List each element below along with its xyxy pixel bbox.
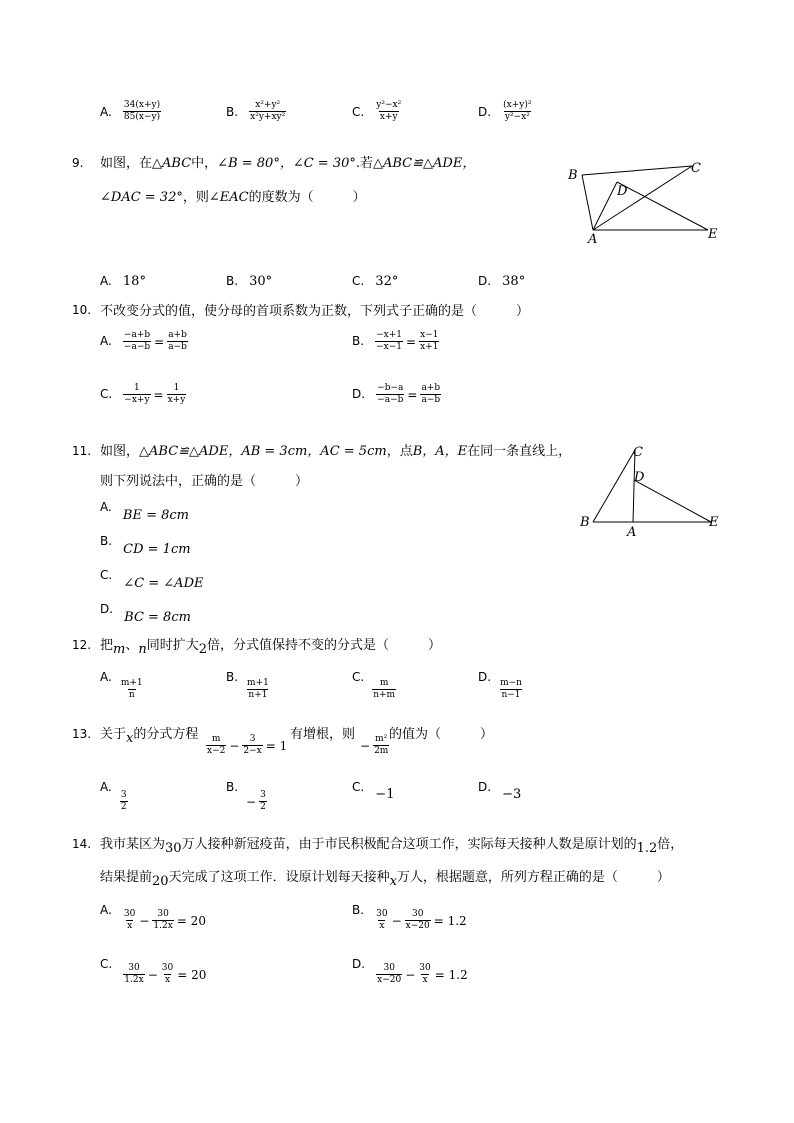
stem-text: 、 xyxy=(125,638,139,653)
q9-option-d xyxy=(478,270,525,289)
denominator: y²−x² xyxy=(504,112,530,122)
math-text: m xyxy=(113,642,126,657)
question-number: 14. xyxy=(72,837,92,851)
denominator: −x−1 xyxy=(376,342,403,352)
point-label-e: E xyxy=(709,515,719,530)
q14-stem-line2 xyxy=(100,866,670,889)
numerator: 30 xyxy=(123,909,136,919)
denominator: x xyxy=(164,975,171,985)
option-label: A. xyxy=(100,500,112,514)
option-label: D. xyxy=(100,602,114,616)
q10-option-d xyxy=(352,383,441,406)
equation-rhs: = 1 xyxy=(265,738,288,753)
numerator: 30 xyxy=(128,963,140,973)
operator: − xyxy=(360,738,371,753)
numerator: x−1 xyxy=(420,330,439,340)
numerator: 1 xyxy=(173,383,180,393)
numerator: 30 xyxy=(376,909,388,919)
math-text: △ABC≌△ADE，AB = 3cm，AC = 5cm xyxy=(139,444,387,459)
q11-figure xyxy=(575,440,725,540)
equation: $\frac{-x+1}{-x-1}$ = $\frac{x-1}{x+1}$ xyxy=(376,330,439,352)
q14-option-d xyxy=(352,957,468,986)
numerator: 30 xyxy=(161,963,174,973)
q10-option-a xyxy=(100,330,188,353)
numerator: −b−a xyxy=(377,383,404,393)
math-text: ∠B = 80°，∠C = 30° xyxy=(217,156,356,171)
fraction xyxy=(372,678,396,701)
equation: $\frac{-b-a}{-a-b}$ = $\frac{a+b}{a-b}$ xyxy=(377,383,441,405)
point-label-e: E xyxy=(708,227,718,242)
q14-stem-line1 xyxy=(100,833,684,856)
stem-text: 如图， xyxy=(100,444,140,459)
option-value: BE = 8cm xyxy=(122,508,189,523)
fraction xyxy=(502,100,532,123)
denominator: x−2 xyxy=(207,746,226,756)
stem-text: ，点 xyxy=(386,444,413,459)
option-label: B. xyxy=(226,780,239,794)
point-label-b: B xyxy=(580,515,590,530)
q8-option-a xyxy=(100,100,161,123)
q12-stem xyxy=(100,634,442,657)
q9-option-a xyxy=(100,270,146,289)
option-label: B. xyxy=(226,274,239,288)
q13-option-c xyxy=(352,780,395,802)
numerator: m xyxy=(379,678,389,688)
stem-text: 倍，分式值保持不变的分式是（ ） xyxy=(207,638,442,653)
q13-option-d xyxy=(478,780,522,802)
denominator: 2−x xyxy=(243,746,262,756)
option-label: B. xyxy=(226,670,239,684)
point-label-c: C xyxy=(633,445,643,460)
question-number: 12. xyxy=(72,638,92,652)
numerator: 3 xyxy=(120,790,127,800)
denominator: 2 xyxy=(260,802,266,812)
equation-rhs: = 1.2 xyxy=(434,967,468,982)
option-value: −1 xyxy=(375,787,395,802)
option-label: A. xyxy=(100,780,112,794)
option-label: D. xyxy=(478,670,492,684)
q13-expression xyxy=(360,734,389,757)
stem-text: 如图，在 xyxy=(100,156,153,171)
denominator: 1.2x xyxy=(124,975,144,985)
option-label: D. xyxy=(478,780,492,794)
option-label: C. xyxy=(352,670,365,684)
option-label: C. xyxy=(352,274,365,288)
stem-text: 不改变分式的值，使分母的首项系数为正数，下列式子正确的是（ ） xyxy=(100,304,530,319)
fraction xyxy=(249,100,286,123)
option-value: 30° xyxy=(249,274,273,289)
stem-text: 万人，根据题意，所列方程正确的是（ ） xyxy=(396,870,670,885)
q14-option-b xyxy=(352,903,467,932)
denominator: x+y xyxy=(167,395,186,405)
numerator: (x+y)² xyxy=(503,100,532,110)
fraction xyxy=(246,678,270,701)
option-label: B. xyxy=(100,534,113,548)
q13-stem xyxy=(100,723,199,746)
q12-option-a xyxy=(100,670,144,701)
option-label: B. xyxy=(352,903,365,917)
segment-ac xyxy=(593,166,692,230)
fraction xyxy=(499,678,523,701)
numerator: 3 xyxy=(249,734,256,744)
q14-option-a xyxy=(100,903,206,932)
option-label: C. xyxy=(100,957,113,971)
numerator: 34(x+y) xyxy=(123,100,161,110)
denominator: n xyxy=(128,690,135,700)
equation: $\frac{30}{x-20}$ − $\frac{30}{x}$ = 1.2 xyxy=(377,963,468,985)
question-number: 10. xyxy=(72,303,92,317)
q11-option-d xyxy=(100,602,191,625)
numerator: m xyxy=(211,734,221,744)
point-label-a: A xyxy=(588,232,598,247)
option-label: D. xyxy=(478,274,492,288)
q8-option-c xyxy=(352,100,402,123)
math-text: △ABC xyxy=(152,156,192,171)
q12-option-b xyxy=(226,670,270,701)
q13-equation xyxy=(206,734,287,757)
equation-rhs: = 1.2 xyxy=(433,913,467,928)
fraction xyxy=(120,678,144,701)
option-label: A. xyxy=(100,105,112,119)
option-label: C. xyxy=(100,387,113,401)
denominator: x xyxy=(379,921,385,931)
denominator: −x+y xyxy=(124,395,150,405)
numerator: a+b xyxy=(168,330,187,340)
math-text: 20 xyxy=(152,874,169,889)
equation-rhs: = 20 xyxy=(177,967,207,982)
numerator: 30 xyxy=(419,963,431,973)
operator: − xyxy=(246,794,257,809)
stem-text: 中， xyxy=(191,156,218,171)
option-label: C. xyxy=(352,780,365,794)
fraction xyxy=(123,100,161,123)
q9-stem-line2 xyxy=(100,186,366,205)
math-text: ∠EAC xyxy=(208,190,249,205)
option-label: C. xyxy=(100,568,113,582)
q11-option-c xyxy=(100,568,204,591)
math-text: ∠DAC = 32° xyxy=(100,190,183,205)
option-label: B. xyxy=(352,334,365,348)
q13-option-a xyxy=(100,780,128,813)
denominator: 2 xyxy=(120,802,127,812)
operator: − xyxy=(229,738,240,753)
denominator: x+1 xyxy=(420,342,439,352)
denominator: x−20 xyxy=(377,975,402,985)
option-label: A. xyxy=(100,903,112,917)
equation: $\frac{1}{-x+y}$ = $\frac{1}{x+y}$ xyxy=(124,383,186,405)
equation-rhs: = 20 xyxy=(176,913,206,928)
q9-option-c xyxy=(352,270,398,289)
math-text: 2 xyxy=(198,642,208,657)
option-value: 32° xyxy=(375,274,399,289)
math-text: 30 xyxy=(165,841,182,856)
stem-text: 结果提前 xyxy=(100,870,153,885)
stem-text: 把 xyxy=(100,638,114,653)
stem-text: 关于 xyxy=(100,727,127,742)
equation: $\frac{30}{x}$ − $\frac{30}{1.2x}$ = 20 xyxy=(123,909,206,931)
option-value: BC = 8cm xyxy=(124,610,191,625)
equation: $\frac{30}{1.2x}$ − $\frac{30}{x}$ = 20 xyxy=(124,963,207,985)
equation: $\frac{-a+b}{-a-b}$ = $\frac{a+b}{a-b}$ xyxy=(123,330,187,352)
segment-ac xyxy=(633,450,635,522)
q11-option-a xyxy=(100,500,189,523)
math-text: x xyxy=(126,731,134,746)
question-number: 9. xyxy=(72,156,84,170)
q12-option-d xyxy=(478,670,523,701)
numerator: m+1 xyxy=(120,678,143,688)
q9-stem-line1 xyxy=(100,152,475,171)
q14-option-c xyxy=(100,957,206,986)
segment-bc xyxy=(582,166,692,175)
numerator: 30 xyxy=(157,909,169,919)
option-label: A. xyxy=(100,334,112,348)
fraction xyxy=(259,790,267,813)
stem-text: 同时扩大 xyxy=(146,638,199,653)
question-number: 11. xyxy=(72,444,92,458)
fraction xyxy=(120,790,128,813)
q12-option-c xyxy=(352,670,396,701)
denominator: x+y xyxy=(379,112,398,122)
denominator: n−1 xyxy=(501,690,521,700)
option-label: A. xyxy=(100,670,112,684)
denominator: n+m xyxy=(373,690,396,700)
q8-option-b xyxy=(226,100,286,123)
denominator: −a−b xyxy=(123,342,151,352)
segment-de xyxy=(634,480,711,522)
numerator: 3 xyxy=(260,790,266,800)
math-text: B，A，E xyxy=(412,444,468,459)
option-label: D. xyxy=(352,957,366,971)
q9-option-b xyxy=(226,270,272,289)
q9-figure xyxy=(560,155,730,250)
point-label-c: C xyxy=(691,161,701,176)
stem-text: ，则 xyxy=(182,190,209,205)
q13-option-b xyxy=(226,780,267,813)
denominator: 2m xyxy=(374,746,389,756)
option-label: A. xyxy=(100,274,112,288)
stem-text: 倍， xyxy=(657,837,684,852)
equation: $\frac{30}{x}$ − $\frac{30}{x-20}$ = 1.2 xyxy=(376,909,467,931)
q10-option-b xyxy=(352,330,439,353)
numerator: m−n xyxy=(500,678,522,688)
q8-option-d xyxy=(478,100,533,123)
point-label-b: B xyxy=(568,168,578,183)
point-label-d: D xyxy=(634,470,645,485)
denominator: x xyxy=(422,975,428,985)
numerator: m+1 xyxy=(247,678,269,688)
fraction xyxy=(375,100,402,123)
option-value: 18° xyxy=(122,274,146,289)
math-text: 1.2 xyxy=(636,841,658,856)
numerator: −x+1 xyxy=(376,330,403,340)
numerator: y²−x² xyxy=(376,100,402,110)
q10-option-c xyxy=(100,383,186,406)
denominator: x−20 xyxy=(405,921,430,931)
stem-text: 天完成了这项工作．设原计划每天接种 xyxy=(168,870,390,885)
numerator: a+b xyxy=(421,383,441,393)
option-value: ∠C = ∠ADE xyxy=(123,576,204,591)
q11-stem-line1 xyxy=(100,440,571,459)
math-text: x xyxy=(389,874,397,889)
denominator: x²y+xy² xyxy=(250,112,286,122)
math-text: n xyxy=(138,642,147,657)
denominator: x xyxy=(127,921,133,931)
math-text: △ABC≌△ADE， xyxy=(373,156,476,171)
q11-option-b xyxy=(100,534,191,557)
question-number: 13. xyxy=(72,727,92,741)
point-label-d: D xyxy=(617,184,628,199)
numerator: 30 xyxy=(383,963,395,973)
denominator: −a−b xyxy=(377,395,404,405)
numerator: 30 xyxy=(411,909,424,919)
option-value: CD = 1cm xyxy=(123,542,191,557)
segment-ba xyxy=(582,175,593,230)
stem-text: 我市某区为 xyxy=(100,837,166,852)
option-label: D. xyxy=(478,105,492,119)
option-label: C. xyxy=(352,105,365,119)
denominator: a−b xyxy=(421,395,441,405)
stem-text: 的值为（ ） xyxy=(389,727,494,742)
stem-text: .若 xyxy=(355,156,373,171)
stem-text: 的分式方程 xyxy=(133,727,199,742)
numerator: x²+y² xyxy=(255,100,281,110)
stem-text: 有增根，则 xyxy=(290,727,356,742)
option-label: D. xyxy=(352,387,366,401)
point-label-a: A xyxy=(627,525,637,540)
segment-bc xyxy=(593,450,635,522)
denominator: a−b xyxy=(168,342,187,352)
stem-text: 万人接种新冠疫苗，由于市民积极配合这项工作，实际每天接种人数是原计划的 xyxy=(181,837,637,852)
numerator: 1 xyxy=(134,383,140,393)
denominator: 1.2x xyxy=(153,921,173,931)
option-label: B. xyxy=(226,105,239,119)
stem-text: 在同一条直线上， xyxy=(467,444,572,459)
denominator: n+1 xyxy=(248,690,268,700)
stem-text: 则下列说法中，正确的是（ ） xyxy=(100,474,309,489)
numerator: −a+b xyxy=(123,330,151,340)
option-value: 38° xyxy=(502,274,526,289)
stem-text: 的度数为（ ） xyxy=(248,190,366,205)
option-value: −3 xyxy=(502,787,522,802)
denominator: 85(x−y) xyxy=(123,112,161,122)
numerator: m² xyxy=(375,734,388,744)
